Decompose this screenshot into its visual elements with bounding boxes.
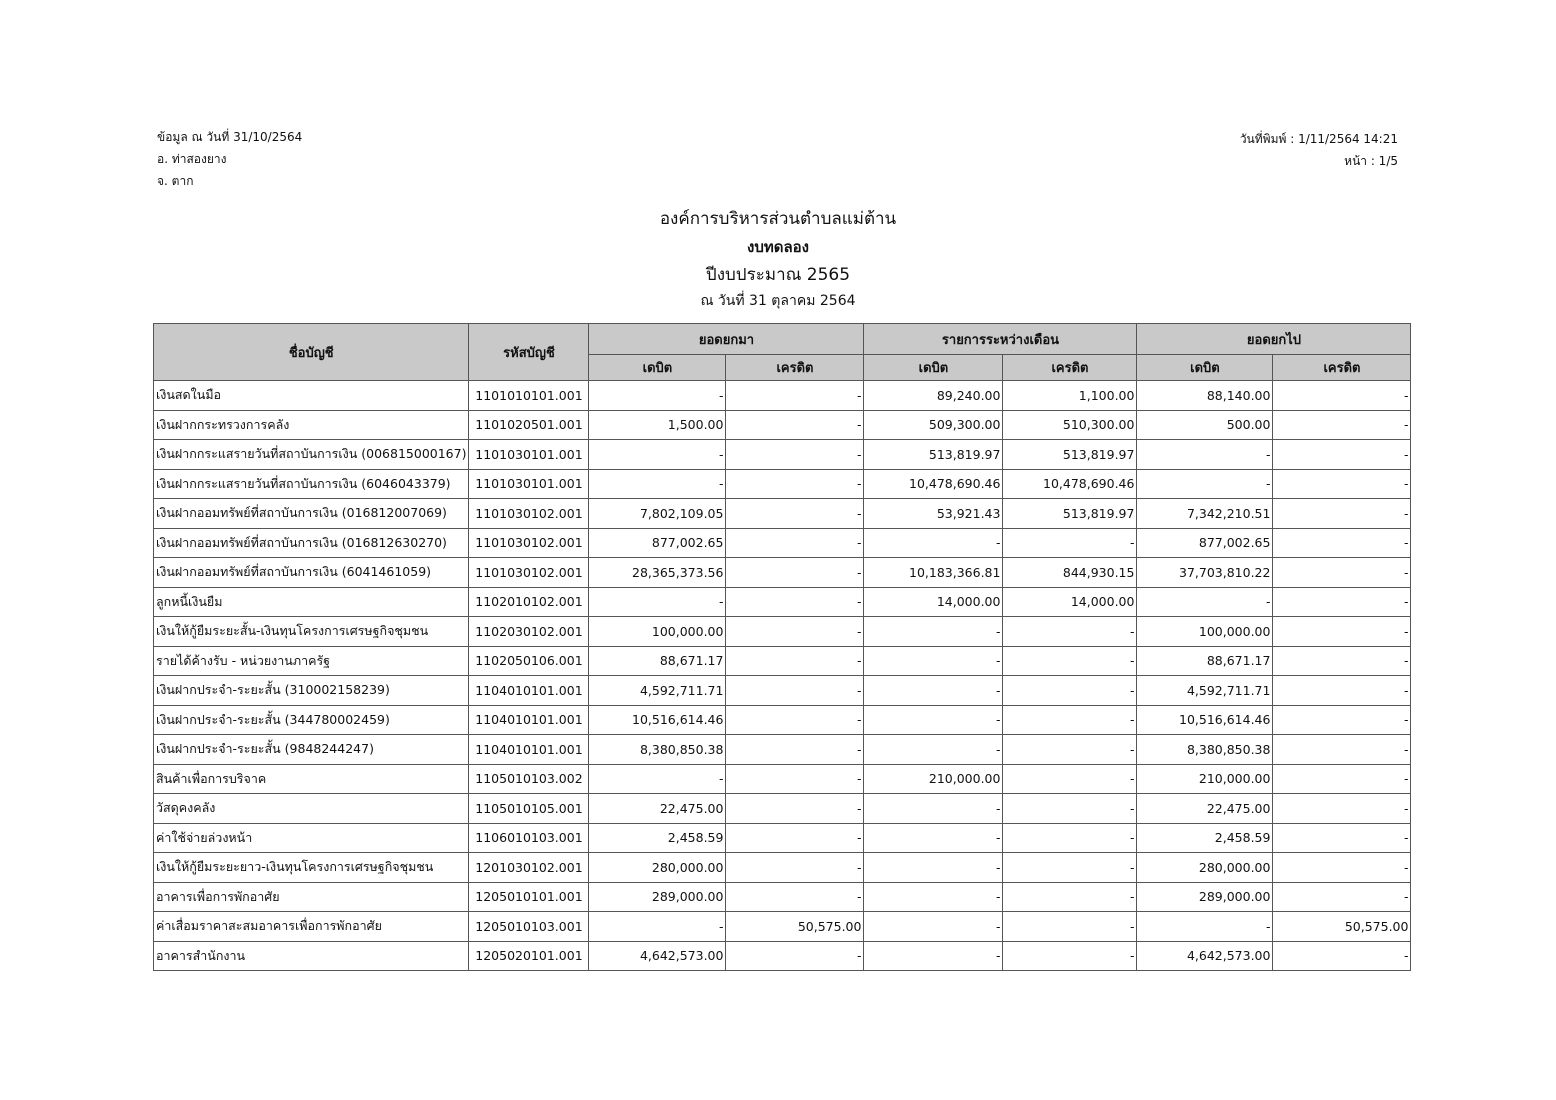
- cell-account-code: 1101030101.001: [469, 440, 589, 470]
- cell-cf-credit: -: [1273, 558, 1411, 588]
- table-row: [154, 794, 1411, 824]
- cell-bf-debit: 877,002.65: [589, 528, 726, 558]
- province: จ. ตาก: [157, 174, 194, 188]
- cell-account-code: 1201030102.001: [469, 853, 589, 883]
- cell-bf-debit: 10,516,614.46: [589, 705, 726, 735]
- cell-bf-credit: -: [726, 617, 864, 647]
- cell-account-name: เงินฝากกระแสรายวันที่สถาบันการเงิน (006815000167): [154, 440, 469, 470]
- cell-cf-credit: -: [1273, 381, 1411, 411]
- table-row: [154, 646, 1411, 676]
- cell-cf-debit: 280,000.00: [1137, 853, 1273, 883]
- cell-dm-debit: -: [864, 941, 1003, 971]
- cell-bf-credit: -: [726, 823, 864, 853]
- cell-bf-credit: -: [726, 676, 864, 706]
- cell-account-code: 1105010105.001: [469, 794, 589, 824]
- cell-cf-debit: 22,475.00: [1137, 794, 1273, 824]
- cell-dm-credit: -: [1003, 528, 1137, 558]
- cell-dm-credit: -: [1003, 794, 1137, 824]
- header-dm-credit: เครดิต: [1003, 355, 1137, 381]
- cell-dm-credit: 14,000.00: [1003, 587, 1137, 617]
- cell-account-code: 1102030102.001: [469, 617, 589, 647]
- cell-dm-credit: -: [1003, 941, 1137, 971]
- cell-cf-debit: -: [1137, 912, 1273, 942]
- cell-dm-credit: -: [1003, 617, 1137, 647]
- cell-dm-debit: -: [864, 617, 1003, 647]
- cell-dm-credit: 513,819.97: [1003, 499, 1137, 529]
- cell-bf-debit: 88,671.17: [589, 646, 726, 676]
- cell-dm-credit: -: [1003, 705, 1137, 735]
- cell-bf-credit: -: [726, 410, 864, 440]
- cell-dm-debit: -: [864, 882, 1003, 912]
- cell-bf-credit: -: [726, 528, 864, 558]
- cell-dm-debit: -: [864, 853, 1003, 883]
- cell-dm-credit: 510,300.00: [1003, 410, 1137, 440]
- table-row: [154, 410, 1411, 440]
- cell-bf-credit: -: [726, 440, 864, 470]
- cell-account-code: 1101010101.001: [469, 381, 589, 411]
- cell-bf-credit: -: [726, 558, 864, 588]
- cell-bf-debit: -: [589, 912, 726, 942]
- cell-cf-debit: 500.00: [1137, 410, 1273, 440]
- cell-dm-debit: -: [864, 823, 1003, 853]
- report-title: งบทดลอง: [747, 238, 809, 256]
- cell-bf-debit: -: [589, 587, 726, 617]
- table-row: [154, 469, 1411, 499]
- cell-cf-credit: -: [1273, 617, 1411, 647]
- cell-dm-credit: -: [1003, 764, 1137, 794]
- table-row: [154, 882, 1411, 912]
- cell-bf-credit: -: [726, 764, 864, 794]
- cell-account-name: อาคารเพื่อการพักอาศัย: [154, 882, 469, 912]
- page-number: หน้า : 1/5: [1344, 154, 1398, 168]
- cell-cf-credit: -: [1273, 705, 1411, 735]
- cell-dm-credit: -: [1003, 912, 1137, 942]
- header-bf-credit: เครดิต: [726, 355, 864, 381]
- cell-bf-debit: 7,802,109.05: [589, 499, 726, 529]
- header-cf-debit: เดบิต: [1137, 355, 1273, 381]
- cell-account-name: เงินฝากประจำ-ระยะสั้น (344780002459): [154, 705, 469, 735]
- cell-dm-debit: 210,000.00: [864, 764, 1003, 794]
- cell-dm-credit: 10,478,690.46: [1003, 469, 1137, 499]
- header-during-month: รายการระหว่างเดือน: [864, 324, 1137, 355]
- cell-bf-credit: -: [726, 794, 864, 824]
- cell-bf-credit: -: [726, 587, 864, 617]
- cell-cf-credit: -: [1273, 853, 1411, 883]
- cell-bf-debit: 100,000.00: [589, 617, 726, 647]
- cell-bf-debit: 22,475.00: [589, 794, 726, 824]
- cell-account-name: เงินฝากกระทรวงการคลัง: [154, 410, 469, 440]
- header-carried-forward: ยอดยกไป: [1137, 324, 1411, 355]
- cell-bf-credit: -: [726, 705, 864, 735]
- fiscal-year: ปีงบประมาณ 2565: [705, 265, 851, 285]
- cell-bf-debit: 289,000.00: [589, 882, 726, 912]
- cell-cf-credit: -: [1273, 823, 1411, 853]
- cell-account-name: เงินฝากประจำ-ระยะสั้น (310002158239): [154, 676, 469, 706]
- data-date: ข้อมูล ณ วันที่ 31/10/2564: [157, 130, 303, 144]
- header-account-code: รหัสบัญชี: [469, 324, 589, 381]
- cell-dm-debit: 513,819.97: [864, 440, 1003, 470]
- cell-dm-debit: -: [864, 528, 1003, 558]
- cell-account-code: 1105010103.002: [469, 764, 589, 794]
- cell-account-code: 1205010103.001: [469, 912, 589, 942]
- cell-dm-debit: 53,921.43: [864, 499, 1003, 529]
- cell-bf-debit: 2,458.59: [589, 823, 726, 853]
- cell-dm-credit: 513,819.97: [1003, 440, 1137, 470]
- cell-account-name: อาคารสำนักงาน: [154, 941, 469, 971]
- cell-cf-debit: -: [1137, 440, 1273, 470]
- cell-account-code: 1205010101.001: [469, 882, 589, 912]
- cell-dm-credit: -: [1003, 882, 1137, 912]
- cell-account-code: 1101030102.001: [469, 558, 589, 588]
- cell-cf-debit: 7,342,210.51: [1137, 499, 1273, 529]
- cell-account-code: 1102050106.001: [469, 646, 589, 676]
- cell-account-name: สินค้าเพื่อการบริจาค: [154, 764, 469, 794]
- cell-account-name: ค่าใช้จ่ายล่วงหน้า: [154, 823, 469, 853]
- cell-account-name: ค่าเสื่อมราคาสะสมอาคารเพื่อการพักอาศัย: [154, 912, 469, 942]
- cell-cf-credit: -: [1273, 794, 1411, 824]
- cell-bf-debit: -: [589, 764, 726, 794]
- cell-cf-debit: -: [1137, 469, 1273, 499]
- cell-cf-debit: 8,380,850.38: [1137, 735, 1273, 765]
- cell-bf-debit: 4,642,573.00: [589, 941, 726, 971]
- cell-account-code: 1104010101.001: [469, 705, 589, 735]
- cell-bf-debit: 8,380,850.38: [589, 735, 726, 765]
- cell-account-code: 1101030102.001: [469, 528, 589, 558]
- report-titles: [0, 205, 1556, 313]
- cell-bf-debit: 1,500.00: [589, 410, 726, 440]
- header-dm-debit: เดบิต: [864, 355, 1003, 381]
- table-row: [154, 912, 1411, 942]
- cell-dm-credit: -: [1003, 853, 1137, 883]
- header-account-name: ชื่อบัญชี: [154, 324, 469, 381]
- cell-bf-debit: 4,592,711.71: [589, 676, 726, 706]
- cell-cf-credit: -: [1273, 882, 1411, 912]
- cell-account-name: เงินสดในมือ: [154, 381, 469, 411]
- cell-cf-credit: -: [1273, 440, 1411, 470]
- table-row: [154, 381, 1411, 411]
- cell-bf-credit: -: [726, 735, 864, 765]
- table-row: [154, 528, 1411, 558]
- cell-cf-debit: 210,000.00: [1137, 764, 1273, 794]
- cell-account-name: เงินฝากออมทรัพย์ที่สถาบันการเงิน (016812007069): [154, 499, 469, 529]
- cell-bf-debit: 280,000.00: [589, 853, 726, 883]
- cell-cf-debit: 2,458.59: [1137, 823, 1273, 853]
- cell-account-code: 1205020101.001: [469, 941, 589, 971]
- cell-dm-debit: 10,478,690.46: [864, 469, 1003, 499]
- cell-account-name: เงินฝากออมทรัพย์ที่สถาบันการเงิน (6041461059): [154, 558, 469, 588]
- cell-cf-debit: 37,703,810.22: [1137, 558, 1273, 588]
- cell-cf-credit: -: [1273, 676, 1411, 706]
- cell-account-name: รายได้ค้างรับ - หน่วยงานภาครัฐ: [154, 646, 469, 676]
- cell-account-name: เงินให้กู้ยืมระยะยาว-เงินทุนโครงการเศรษฐกิจชุมชน: [154, 853, 469, 883]
- header-bf-debit: เดบิต: [589, 355, 726, 381]
- cell-account-code: 1101020501.001: [469, 410, 589, 440]
- cell-dm-credit: -: [1003, 676, 1137, 706]
- cell-dm-debit: -: [864, 735, 1003, 765]
- cell-bf-debit: 28,365,373.56: [589, 558, 726, 588]
- header-brought-forward: ยอดยกมา: [589, 324, 864, 355]
- cell-cf-debit: 289,000.00: [1137, 882, 1273, 912]
- cell-account-name: เงินฝากออมทรัพย์ที่สถาบันการเงิน (016812630270): [154, 528, 469, 558]
- cell-dm-debit: 89,240.00: [864, 381, 1003, 411]
- table-row: [154, 735, 1411, 765]
- table-row: [154, 853, 1411, 883]
- cell-bf-debit: -: [589, 381, 726, 411]
- cell-cf-debit: 88,671.17: [1137, 646, 1273, 676]
- report-meta-left: [157, 126, 302, 192]
- cell-cf-debit: 4,642,573.00: [1137, 941, 1273, 971]
- table-row: [154, 617, 1411, 647]
- cell-cf-credit: -: [1273, 941, 1411, 971]
- cell-account-name: ลูกหนี้เงินยืม: [154, 587, 469, 617]
- report-meta-right: [1240, 128, 1398, 172]
- cell-dm-credit: 1,100.00: [1003, 381, 1137, 411]
- cell-account-code: 1102010102.001: [469, 587, 589, 617]
- cell-dm-debit: -: [864, 912, 1003, 942]
- header-cf-credit: เครดิต: [1273, 355, 1411, 381]
- cell-cf-credit: -: [1273, 499, 1411, 529]
- cell-bf-credit: -: [726, 853, 864, 883]
- cell-dm-debit: 509,300.00: [864, 410, 1003, 440]
- cell-account-code: 1104010101.001: [469, 676, 589, 706]
- cell-dm-debit: 14,000.00: [864, 587, 1003, 617]
- district: อ. ท่าสองยาง: [157, 152, 227, 166]
- cell-dm-credit: -: [1003, 823, 1137, 853]
- cell-bf-credit: -: [726, 941, 864, 971]
- table-row: [154, 823, 1411, 853]
- cell-cf-credit: -: [1273, 735, 1411, 765]
- table-row: [154, 440, 1411, 470]
- cell-bf-credit: -: [726, 499, 864, 529]
- cell-cf-credit: -: [1273, 764, 1411, 794]
- cell-account-code: 1101030102.001: [469, 499, 589, 529]
- cell-bf-debit: -: [589, 469, 726, 499]
- cell-cf-debit: 88,140.00: [1137, 381, 1273, 411]
- cell-cf-credit: -: [1273, 587, 1411, 617]
- cell-account-code: 1106010103.001: [469, 823, 589, 853]
- table-row: [154, 499, 1411, 529]
- cell-dm-credit: -: [1003, 735, 1137, 765]
- cell-account-name: เงินฝากกระแสรายวันที่สถาบันการเงิน (6046043379): [154, 469, 469, 499]
- cell-dm-credit: -: [1003, 646, 1137, 676]
- cell-dm-debit: 10,183,366.81: [864, 558, 1003, 588]
- table-row: [154, 941, 1411, 971]
- cell-dm-debit: -: [864, 676, 1003, 706]
- cell-dm-credit: 844,930.15: [1003, 558, 1137, 588]
- cell-cf-credit: -: [1273, 469, 1411, 499]
- cell-cf-debit: 10,516,614.46: [1137, 705, 1273, 735]
- cell-dm-debit: -: [864, 646, 1003, 676]
- cell-account-name: วัสดุคงคลัง: [154, 794, 469, 824]
- cell-cf-credit: 50,575.00: [1273, 912, 1411, 942]
- cell-dm-debit: -: [864, 794, 1003, 824]
- cell-dm-debit: -: [864, 705, 1003, 735]
- cell-account-code: 1104010101.001: [469, 735, 589, 765]
- cell-bf-credit: -: [726, 882, 864, 912]
- cell-cf-credit: -: [1273, 528, 1411, 558]
- cell-cf-credit: -: [1273, 646, 1411, 676]
- cell-bf-debit: -: [589, 440, 726, 470]
- cell-bf-credit: -: [726, 381, 864, 411]
- cell-bf-credit: -: [726, 469, 864, 499]
- cell-bf-credit: 50,575.00: [726, 912, 864, 942]
- organization-name: องค์การบริหารส่วนตำบลแม่ต้าน: [659, 209, 897, 229]
- table-row: [154, 587, 1411, 617]
- cell-cf-debit: 4,592,711.71: [1137, 676, 1273, 706]
- cell-bf-credit: -: [726, 646, 864, 676]
- cell-cf-credit: -: [1273, 410, 1411, 440]
- cell-cf-debit: -: [1137, 587, 1273, 617]
- table-row: [154, 705, 1411, 735]
- table-row: [154, 676, 1411, 706]
- table-row: [154, 764, 1411, 794]
- cell-cf-debit: 100,000.00: [1137, 617, 1273, 647]
- as-of-date: ณ วันที่ 31 ตุลาคม 2564: [700, 293, 856, 309]
- cell-account-name: เงินฝากประจำ-ระยะสั้น (9848244247): [154, 735, 469, 765]
- table-row: [154, 558, 1411, 588]
- trial-balance-table: [153, 323, 1411, 971]
- cell-cf-debit: 877,002.65: [1137, 528, 1273, 558]
- cell-account-code: 1101030101.001: [469, 469, 589, 499]
- cell-account-name: เงินให้กู้ยืมระยะสั้น-เงินทุนโครงการเศรษฐกิจชุมชน: [154, 617, 469, 647]
- table-body: [154, 381, 1411, 971]
- print-date: วันที่พิมพ์ : 1/11/2564 14:21: [1239, 132, 1398, 146]
